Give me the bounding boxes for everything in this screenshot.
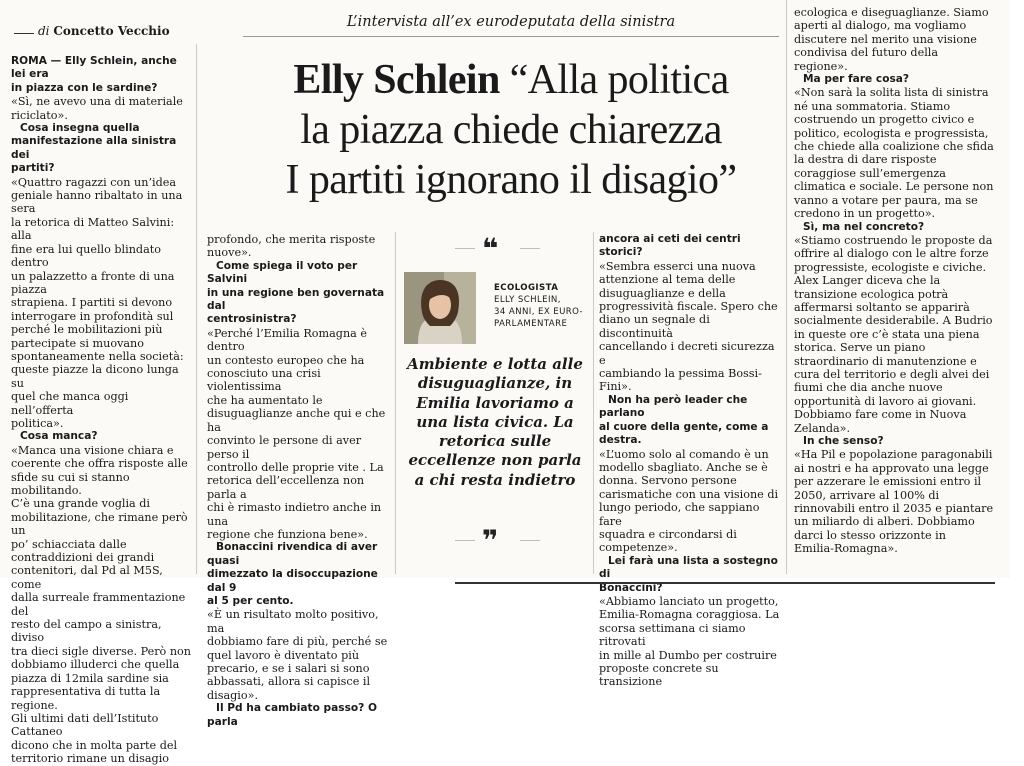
text-line: sfide su cui si stanno mobilitando. bbox=[11, 470, 130, 497]
text-line: C’è una grande voglia di bbox=[11, 497, 150, 511]
text-line: controllo delle proprie vite . La bbox=[207, 460, 384, 474]
text-line: mobilitazione, che rimane però un bbox=[11, 510, 188, 538]
text-line: cancellando i decreti sicurezza e bbox=[599, 340, 775, 367]
text-line: transizione ecologica potrà bbox=[794, 287, 949, 301]
text-line: climatica e sociale. Le persone non bbox=[794, 180, 994, 194]
text-line: in queste ore c’è stata una piena bbox=[794, 327, 980, 341]
text-line: credono in un progetto». bbox=[794, 207, 936, 221]
answer-paragraph bbox=[11, 444, 193, 766]
question-paragraph bbox=[794, 221, 1004, 234]
answer-paragraph bbox=[794, 86, 1004, 220]
text-line: riciclato». bbox=[11, 108, 68, 122]
text-line: centrosinistra? bbox=[207, 313, 297, 326]
text-line: disagio». bbox=[207, 688, 259, 702]
quote-rule-right-bottom bbox=[520, 540, 540, 541]
question-paragraph bbox=[207, 702, 392, 729]
close-quote-icon: ❞ bbox=[482, 524, 499, 557]
text-line: «Abbiamo lanciato un progetto, bbox=[599, 594, 779, 608]
pull-quote-line: retorica sulle bbox=[438, 432, 552, 451]
headline-line-1-rest: “Alla politica bbox=[509, 57, 729, 103]
text-line: Lei farà una lista a sostegno di bbox=[599, 554, 778, 581]
caption-line-3: PARLAMENTARE bbox=[494, 319, 568, 329]
text-line: Ma per fare cosa? bbox=[803, 73, 910, 86]
text-line: che chiede alla coalizione che sfida bbox=[794, 140, 994, 154]
quote-rule-right bbox=[520, 248, 540, 249]
text-line: abbassati, allora si capisce il bbox=[207, 675, 371, 689]
pull-quote-line: a chi resta indietro bbox=[414, 470, 576, 489]
answer-paragraph bbox=[599, 260, 783, 394]
text-line: cura del territorio e degli alvei dei bbox=[794, 367, 990, 381]
text-line: Come spiega il voto per Salvini bbox=[207, 259, 358, 286]
text-line: progressiste, ecologiste e civiche. bbox=[794, 260, 987, 274]
text-line: rappresentativa di tutta la regione. bbox=[11, 685, 161, 712]
text-line: Sì, ma nel concreto? bbox=[803, 220, 925, 233]
text-line: dobbiamo illuderci che quella bbox=[11, 658, 180, 672]
text-line: po’ schiacciata dalle bbox=[11, 537, 127, 551]
text-line: manifestazione alla sinistra dei bbox=[11, 135, 177, 161]
answer-paragraph bbox=[11, 95, 193, 122]
text-line: regione». bbox=[794, 59, 848, 73]
answer-paragraph bbox=[794, 448, 1004, 555]
text-line: precario, e se i salari si sono bbox=[207, 662, 370, 675]
quote-rule-left-bottom bbox=[455, 540, 475, 541]
text-line: coerente che offra risposte alle bbox=[11, 457, 188, 471]
page-margin bbox=[1010, 0, 1024, 586]
text-line: politico, ecologista e progressista, bbox=[794, 126, 989, 140]
text-line: proposte concrete su transizione bbox=[599, 662, 719, 689]
answer-paragraph bbox=[207, 233, 392, 260]
text-line: «L’uomo solo al comando è un bbox=[599, 447, 769, 461]
text-line: straordinario di manutenzione e bbox=[794, 354, 977, 368]
text-line: rinnovabili entro il 2035 e piantare bbox=[794, 502, 994, 516]
text-line: storica. Serve un piano bbox=[794, 341, 926, 355]
text-line: «Sì, ne avevo una di materiale bbox=[11, 95, 183, 109]
text-line: strapiena. I partiti si devono bbox=[11, 296, 173, 310]
text-line: opportunità di lavoro ai giovani. bbox=[794, 394, 977, 408]
text-line: Dobbiamo fare come in Nuova bbox=[794, 408, 967, 422]
text-line: un miliardo di alberi. Dobbiamo bbox=[794, 515, 975, 529]
text-line: aperti al dialogo, ma vogliamo bbox=[794, 19, 967, 33]
text-line: «È un risultato molto positivo, ma bbox=[207, 608, 379, 635]
text-line: «Ha Pil e popolazione paragonabili bbox=[794, 448, 993, 462]
text-line: Il Pd ha cambiato passo? O parla bbox=[207, 702, 377, 728]
text-line: contraddizioni dei grandi bbox=[11, 551, 155, 565]
question-paragraph bbox=[599, 555, 783, 595]
text-line: vanno a votare per paura, ma se bbox=[794, 193, 978, 207]
pull-quote-line: Ambiente e lotta alle bbox=[407, 355, 583, 373]
text-line: quel lavoro è diventato più bbox=[207, 648, 360, 662]
text-line: darci lo stesso orizzonte in bbox=[794, 528, 946, 542]
question-paragraph bbox=[599, 233, 783, 260]
text-line: queste piazze la dicono lunga su bbox=[11, 363, 179, 390]
text-line: discutere nel merito una visione bbox=[794, 32, 977, 46]
question-paragraph bbox=[11, 122, 193, 176]
text-line: tra dieci sigle diverse. Però non bbox=[11, 644, 191, 658]
portrait-photo bbox=[404, 272, 476, 344]
text-line: Gli ultimi dati dell’Istituto Cattaneo bbox=[11, 711, 159, 739]
text-line: partiti? bbox=[11, 162, 55, 175]
text-line: regione che funziona bene». bbox=[207, 527, 368, 541]
question-paragraph bbox=[11, 55, 193, 95]
text-line: offrire al dialogo con le altre forze bbox=[794, 247, 989, 261]
text-line: «Stiamo costruendo le proposte da bbox=[794, 233, 993, 247]
question-paragraph bbox=[794, 73, 1004, 86]
text-line: territorio rimane un disagio bbox=[11, 752, 170, 766]
next-article-rule bbox=[455, 582, 995, 584]
article-column-3 bbox=[599, 233, 783, 689]
question-paragraph bbox=[207, 541, 392, 608]
text-line: resto del campo a sinistra, diviso bbox=[11, 618, 162, 645]
text-line: Emilia-Romagna». bbox=[794, 542, 898, 556]
byline bbox=[38, 24, 170, 38]
text-line: Cosa manca? bbox=[20, 430, 98, 443]
text-line: al 5 per cento. bbox=[207, 594, 294, 607]
text-line: dobbiamo fare di più, perché se bbox=[207, 635, 388, 649]
text-line: convinto le persone di aver perso il bbox=[207, 434, 362, 461]
text-line: fine era lui quello blindato dentro bbox=[11, 242, 161, 270]
text-line: attenzione al tema delle bbox=[599, 273, 736, 287]
text-line: spontaneamente nella società: bbox=[11, 349, 184, 363]
text-line: «Sembra esserci una nuova bbox=[599, 259, 756, 273]
text-line: In che senso? bbox=[803, 435, 884, 447]
open-quote-icon: ❝ bbox=[482, 232, 499, 265]
headline-line-1 bbox=[250, 55, 772, 105]
text-line: Bonaccini? bbox=[599, 581, 663, 594]
answer-paragraph bbox=[599, 448, 783, 555]
answer-paragraph bbox=[207, 327, 392, 542]
text-line: Cosa insegna quella bbox=[20, 122, 140, 135]
byline-author: Concetto Vecchio bbox=[53, 24, 170, 38]
column-rule-2 bbox=[395, 232, 396, 574]
text-line: disuguaglianze anche qui e che ha bbox=[207, 407, 386, 434]
text-line: contenitori, dal Pd al M5S, come bbox=[11, 564, 163, 591]
text-line: che ha aumentato le bbox=[207, 393, 323, 407]
text-line: Alex Langer diceva che la bbox=[794, 274, 941, 288]
text-line: al cuore della gente, come a bbox=[599, 420, 769, 433]
text-line: la destra di dare risposte bbox=[794, 153, 937, 167]
text-line: affermarsi soltanto se apparirà bbox=[794, 300, 970, 314]
text-line: «Manca una visione chiara e bbox=[11, 443, 174, 457]
answer-paragraph bbox=[794, 6, 1004, 73]
text-line: profondo, che merita risposte bbox=[207, 233, 376, 246]
text-line: 2050, arrivare al 100% di bbox=[794, 488, 940, 502]
text-line: conosciuto una crisi violentissima bbox=[207, 367, 321, 394]
text-line: disuguaglianze e della bbox=[599, 286, 726, 300]
quote-rule-left bbox=[455, 248, 475, 249]
text-line: progressività fiscale. Spero che bbox=[599, 300, 778, 314]
text-line: geniale hanno ribaltato in una sera bbox=[11, 189, 183, 216]
text-line: un palazzetto a fronte di una piazza bbox=[11, 269, 175, 296]
pull-quote-line: Emilia lavoriamo a bbox=[416, 393, 574, 412]
text-line: la retorica di Matteo Salvini: alla bbox=[11, 215, 175, 243]
text-line: squadra e circondarsi di bbox=[599, 527, 737, 541]
text-line: cambiando la pessima Bossi-Fini». bbox=[599, 367, 762, 394]
article-column-1 bbox=[11, 55, 193, 766]
text-line: condivisa del futuro della bbox=[794, 46, 939, 60]
text-line: piazza di 12mila sardine sia bbox=[11, 671, 169, 685]
question-paragraph bbox=[207, 260, 392, 327]
pull-quote bbox=[404, 355, 586, 490]
text-line: partecipate si muovano bbox=[11, 336, 144, 350]
column-rule-1 bbox=[196, 44, 197, 574]
text-line: né una sommatoria. Stiamo bbox=[794, 99, 951, 113]
text-line: coraggiose sull’emergenza bbox=[794, 166, 946, 180]
column-rule-3 bbox=[593, 232, 594, 574]
pull-quote-line: una lista civica. La bbox=[416, 412, 574, 431]
text-line: fiumi che dia anche nuove bbox=[794, 381, 943, 395]
text-line: Non ha però leader che parlano bbox=[599, 393, 748, 420]
text-line: socialmente desiderabile. A Budrio bbox=[794, 314, 993, 328]
text-line: chi è rimasto indietro anche in una bbox=[207, 501, 382, 528]
text-line: competenze». bbox=[599, 541, 678, 555]
text-line: modello sbagliato. Anche se è bbox=[599, 460, 768, 474]
article-column-2 bbox=[207, 233, 392, 729]
headline bbox=[250, 55, 772, 205]
caption-line-2: 34 ANNI, EX EURO- bbox=[494, 307, 584, 317]
kicker: L’intervista all’ex eurodeputata della sinistra bbox=[346, 14, 676, 30]
byline-rule bbox=[14, 33, 34, 34]
text-line: ROMA — Elly Schlein, anche lei era bbox=[11, 55, 177, 81]
kicker-rule bbox=[243, 36, 779, 37]
pull-quote-line: disuguaglianze, in bbox=[417, 374, 573, 393]
text-line: dimezzato la disoccupazione dal 9 bbox=[207, 568, 378, 594]
text-line: in una regione ben governata dal bbox=[207, 286, 385, 313]
text-line: «Quattro ragazzi con un’idea bbox=[11, 175, 177, 189]
text-line: dalla surreale frammentazione del bbox=[11, 591, 186, 618]
answer-paragraph bbox=[599, 595, 783, 689]
text-line: «Perché l’Emilia Romagna è dentro bbox=[207, 326, 368, 354]
text-line: dicono che in molta parte del bbox=[11, 738, 178, 752]
text-line: ancora ai ceti dei centri storici? bbox=[599, 233, 741, 259]
text-line: Zelanda». bbox=[794, 421, 851, 435]
text-line: lungo periodo, che sappiano fare bbox=[599, 501, 760, 528]
text-line: in piazza con le sardine? bbox=[11, 81, 158, 94]
caption-label: ECOLOGISTA bbox=[494, 283, 559, 293]
pull-quote-line: eccellenze non parla bbox=[408, 451, 582, 470]
text-line: interrogare in profondità sul bbox=[11, 309, 174, 323]
text-line: politica». bbox=[11, 416, 64, 430]
article-column-4 bbox=[794, 6, 1004, 556]
text-line: nuove». bbox=[207, 246, 252, 260]
headline-line-2: la piazza chiede chiarezza bbox=[300, 107, 722, 153]
text-line: ai nostri e ha approvato una legge bbox=[794, 461, 989, 475]
answer-paragraph bbox=[794, 234, 1004, 435]
text-line: diano un segnale di discontinuità bbox=[599, 313, 710, 340]
caption-line-1: ELLY SCHLEIN, bbox=[494, 295, 561, 305]
text-line: «Non sarà la solita lista di sinistra bbox=[794, 86, 989, 100]
photo-caption bbox=[494, 282, 584, 330]
portrait-illustration bbox=[404, 272, 476, 344]
answer-paragraph bbox=[207, 608, 392, 702]
question-paragraph bbox=[599, 394, 783, 448]
text-line: quel che manca oggi nell’offerta bbox=[11, 390, 129, 417]
text-line: Emilia-Romagna coraggiosa. La bbox=[599, 608, 780, 622]
column-rule-4 bbox=[786, 0, 787, 574]
byline-prefix: di bbox=[38, 24, 50, 38]
text-line: costruendo un progetto civico e bbox=[794, 113, 975, 127]
text-line: perché le mobilitazioni più bbox=[11, 323, 163, 337]
text-line: Bonaccini rivendica di aver quasi bbox=[207, 541, 378, 567]
headline-name: Elly Schlein bbox=[293, 57, 500, 103]
answer-paragraph bbox=[11, 176, 193, 431]
text-line: ecologica e diseguaglianze. Siamo bbox=[794, 6, 989, 19]
text-line: per azzerare le emissioni entro il bbox=[794, 475, 982, 489]
text-line: retorica dell’eccellenza non parla a bbox=[207, 474, 365, 501]
question-paragraph bbox=[794, 435, 1004, 448]
text-line: destra. bbox=[599, 434, 642, 447]
headline-line-3: I partiti ignorano il disagio” bbox=[285, 157, 737, 203]
text-line: donna. Servono persone bbox=[599, 474, 737, 488]
text-line: un contesto europeo che ha bbox=[207, 353, 365, 367]
text-line: scorsa settimana ci siamo ritrovati bbox=[599, 621, 746, 649]
text-line: carismatiche con una visione di bbox=[599, 487, 779, 501]
question-paragraph bbox=[11, 430, 193, 443]
text-line: in mille al Dumbo per costruire bbox=[599, 648, 777, 662]
